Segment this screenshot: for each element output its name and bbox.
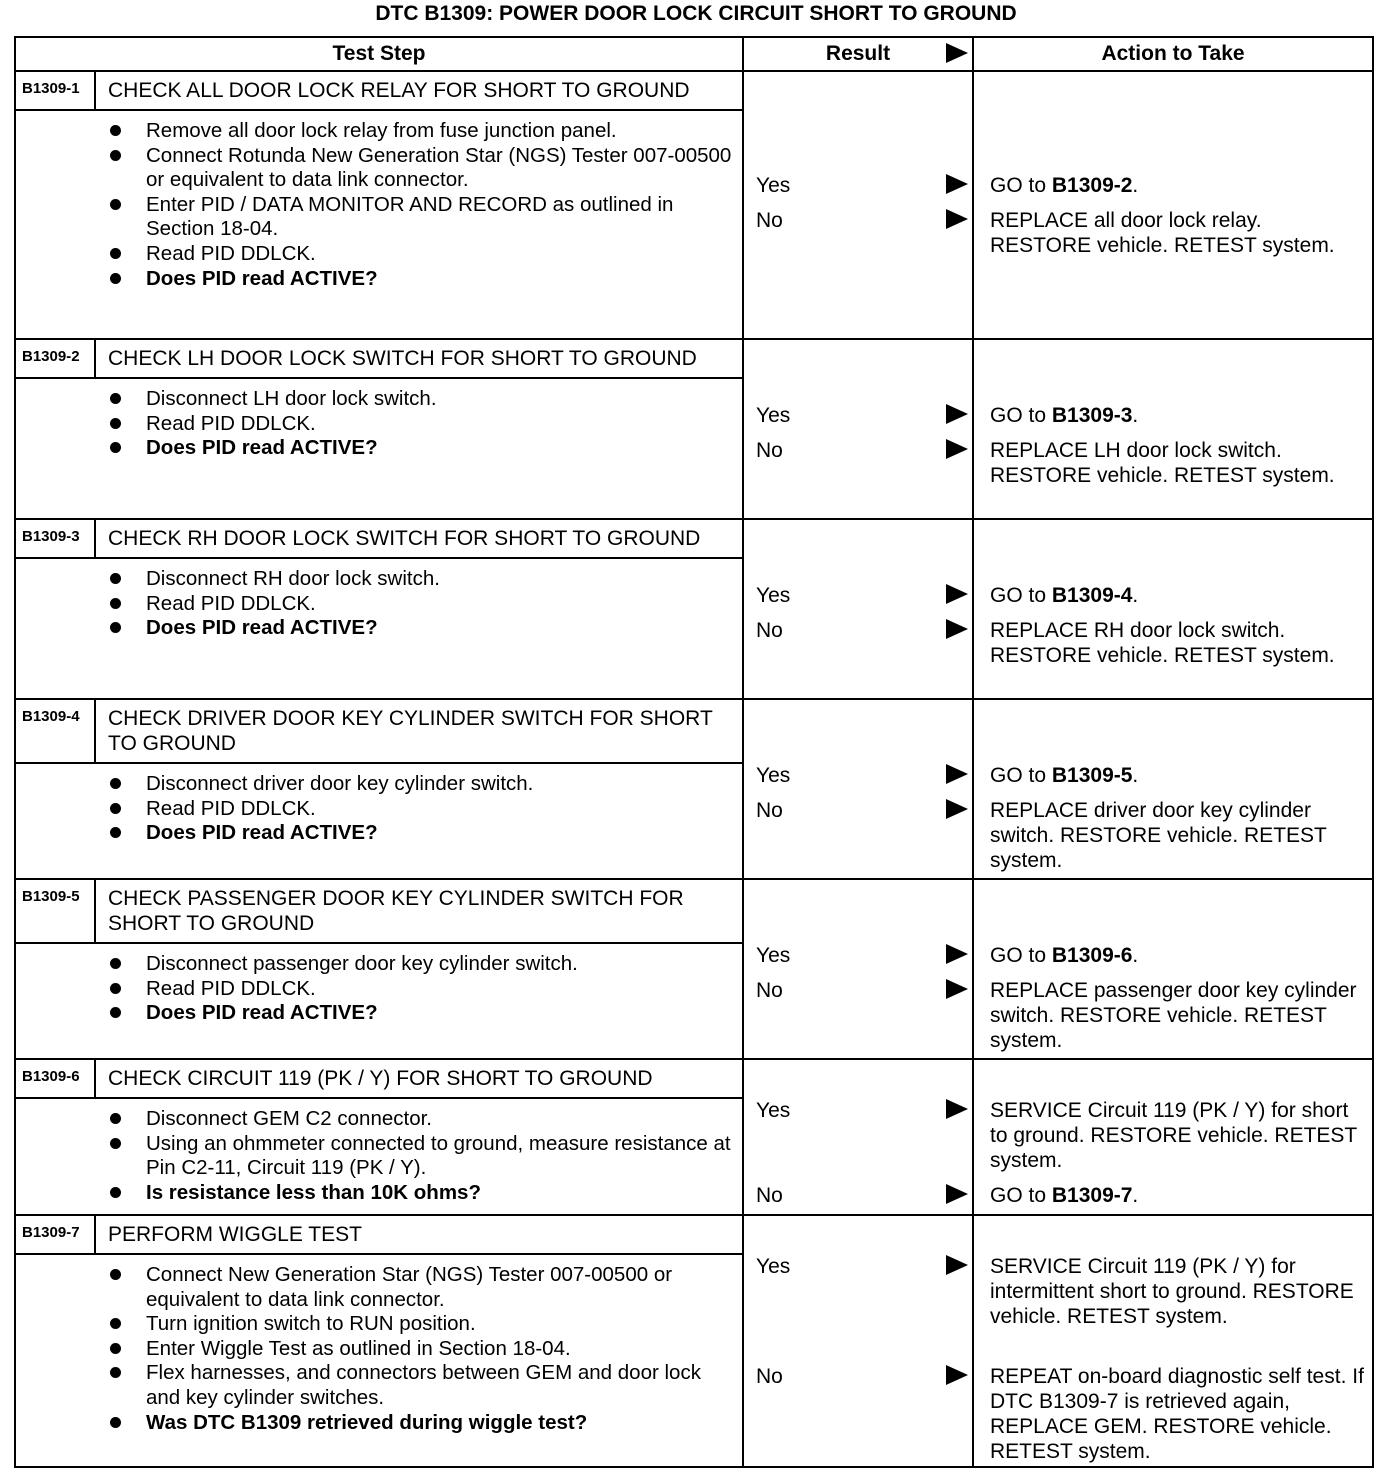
step-row [15,879,1373,1059]
action-cell [973,519,1373,699]
action-cell [973,699,1373,879]
instruction-text: Disconnect driver door key cylinder switch. [146,772,534,795]
action-text: . [1132,944,1139,967]
action-yes: SERVICE Circuit 119 (PK / Y) for short to ground. RESTORE vehicle. RETEST system. [990,1099,1357,1172]
instruction-text: Flex harnesses, and connectors between GEM and door lock and key cylinder switches. [146,1361,701,1409]
instruction-text: Connect Rotunda New Generation Star (NGS) Tester 007-00500 or equivalent to data link connector. [146,143,732,192]
step-id: B1309-7 [16,1216,96,1253]
action-cell [973,1215,1373,1467]
bullet-icon [110,125,121,136]
instruction-text: Disconnect GEM C2 connector. [146,1107,432,1130]
instruction-text: Read PID DDLCK. [146,411,316,435]
action-no: REPLACE LH door lock switch. RESTORE vehicle. RETEST system. [990,439,1335,487]
instruction-item [110,1132,736,1181]
action-text: GO to [990,584,1052,607]
bullet-icon [110,1367,121,1378]
step-row [15,339,1373,519]
action-yes [990,403,1366,428]
action-yes: SERVICE Circuit 119 (PK / Y) for intermittent short to ground. RESTORE vehicle. RETEST system. [990,1255,1354,1328]
step-reference: B1309-7 [1051,1184,1133,1207]
instruction-text: Enter Wiggle Test as outlined in Section 18-04. [146,1336,571,1360]
step-title: PERFORM WIGGLE TEST [108,1223,362,1246]
bullet-icon [110,1138,121,1149]
result-no [756,208,968,233]
instruction-text: Using an ohmmeter connected to ground, measure resistance at Pin C2-11, Circuit 119 (PK / Y). [146,1131,731,1180]
action-no: REPLACE all door lock relay. RESTORE vehicle. RETEST system. [990,209,1335,257]
bullet-icon [110,442,121,453]
instruction-text: Read PID DDLCK. [146,976,316,1000]
instruction-item [110,119,736,144]
instruction-text: Disconnect LH door lock switch. [146,387,437,410]
result-yes-label: Yes [756,944,791,967]
question-text: Was DTC B1309 retrieved during wiggle test? [146,1410,588,1434]
instruction-text: Disconnect RH door lock switch. [146,567,440,590]
bullet-icon [110,150,121,161]
step-header [16,520,742,559]
result-yes [756,763,968,788]
bullet-icon [110,1343,121,1354]
result-cell [743,699,973,879]
step-instructions [16,379,742,469]
instruction-text: Read PID DDLCK. [146,796,316,820]
right-triangle-icon [946,1365,968,1385]
test-step-cell [15,71,743,339]
instruction-item [110,592,736,617]
step-title: CHECK RH DOOR LOCK SWITCH FOR SHORT TO GROUND [108,527,701,550]
question-text: Does PID read ACTIVE? [146,266,378,290]
instruction-item [110,567,736,592]
right-triangle-icon [946,1184,968,1204]
question-item [110,1411,736,1436]
action-text: . [1132,584,1139,607]
step-reference: B1309-3 [1051,404,1133,427]
result-yes [756,943,968,968]
action-cell [973,879,1373,1059]
bullet-icon [110,273,121,284]
step-reference: B1309-4 [1051,584,1133,607]
instruction-text: Connect New Generation Star (NGS) Tester 007-00500 or equivalent to data link connector. [146,1263,673,1311]
bullet-icon [110,199,121,210]
instruction-item [110,193,736,242]
action-text: GO to [990,944,1052,967]
step-instructions [16,1255,742,1443]
right-triangle-icon [946,209,968,229]
bullet-icon [110,418,121,429]
result-yes [756,173,968,198]
instruction-item [110,1107,736,1132]
bullet-icon [110,778,121,789]
question-text: Does PID read ACTIVE? [146,436,378,460]
result-no-label: No [756,979,783,1002]
step-reference: B1309-5 [1051,764,1133,787]
step-row [15,699,1373,879]
result-cell [743,1059,973,1215]
question-item [110,1001,736,1026]
instruction-item [110,1337,736,1362]
action-text: . [1132,174,1139,197]
step-title: CHECK DRIVER DOOR KEY CYLINDER SWITCH FOR SHORT TO GROUND [108,707,713,755]
header-test-step: Test Step [15,37,743,71]
step-instructions [16,944,742,1034]
question-item [110,821,736,846]
question-text: Does PID read ACTIVE? [146,1001,378,1025]
result-no-label: No [756,209,783,232]
instruction-item [110,952,736,977]
result-cell [743,879,973,1059]
step-title: CHECK ALL DOOR LOCK RELAY FOR SHORT TO GROUND [108,79,690,102]
result-yes-label: Yes [756,404,791,427]
bullet-icon [110,622,121,633]
test-step-cell [15,519,743,699]
step-reference: B1309-6 [1051,944,1133,967]
instruction-item [110,1263,736,1312]
action-text: GO to [990,1184,1052,1207]
right-triangle-icon [946,944,968,964]
question-text: Is resistance less than 10K ohms? [146,1180,481,1204]
bullet-icon [110,1318,121,1329]
step-id: B1309-1 [16,72,96,109]
right-triangle-icon [946,799,968,819]
bullet-icon [110,1417,121,1428]
step-header [16,1060,742,1099]
result-no [756,618,968,643]
right-triangle-icon [946,1099,968,1119]
test-step-cell [15,1059,743,1215]
instruction-item [110,797,736,822]
question-item [110,1181,736,1206]
result-yes-label: Yes [756,764,791,787]
instruction-text: Disconnect passenger door key cylinder switch. [146,952,578,975]
result-cell [743,71,973,339]
result-no-label: No [756,1365,783,1388]
header-result-label: Result [825,42,891,65]
result-yes [756,1098,968,1123]
step-header [16,72,742,111]
step-header [16,340,742,379]
instruction-item [110,977,736,1002]
header-result [743,37,973,71]
instruction-item [110,387,736,412]
step-reference: B1309-2 [1051,174,1133,197]
question-item [110,267,736,292]
right-triangle-icon [946,404,968,424]
header-action: Action to Take [973,37,1373,71]
action-cell [973,339,1373,519]
right-triangle-icon [946,174,968,194]
right-triangle-icon [946,439,968,459]
action-text: . [1132,1184,1139,1207]
bullet-icon [110,1269,121,1280]
action-no: REPLACE passenger door key cylinder switch. RESTORE vehicle. RETEST system. [990,979,1357,1052]
result-cell [743,519,973,699]
step-header [16,1216,742,1255]
step-instructions [16,111,742,299]
test-step-cell [15,1215,743,1467]
result-no-label: No [756,619,783,642]
test-step-cell [15,699,743,879]
question-item [110,616,736,641]
instruction-text: Enter PID / DATA MONITOR AND RECORD as outlined in Section 18-04. [146,192,674,241]
action-no: REPEAT on-board diagnostic self test. If DTC B1309-7 is retrieved again, REPLACE GEM. RESTORE vehicle. RETEST system. [990,1365,1364,1463]
step-id: B1309-2 [16,340,96,377]
instruction-item [110,144,736,193]
result-yes [756,1254,968,1279]
question-text: Does PID read ACTIVE? [146,821,378,845]
action-yes [990,943,1366,968]
result-yes [756,583,968,608]
result-no [756,438,968,463]
right-triangle-icon [946,43,968,63]
step-instructions [16,764,742,854]
test-step-cell [15,339,743,519]
bullet-icon [110,803,121,814]
bullet-icon [110,573,121,584]
result-no [756,978,968,1003]
bullet-icon [110,827,121,838]
step-id: B1309-5 [16,880,96,942]
diagnostic-table [14,36,1374,1468]
step-instructions [16,1099,742,1213]
step-row [15,519,1373,699]
action-text: GO to [990,404,1052,427]
step-title: CHECK PASSENGER DOOR KEY CYLINDER SWITCH FOR SHORT TO GROUND [108,887,684,935]
bullet-icon [110,598,121,609]
step-row [15,71,1373,339]
instruction-item [110,1361,736,1410]
instruction-item [110,242,736,267]
step-id: B1309-4 [16,700,96,762]
right-triangle-icon [946,619,968,639]
question-text: Does PID read ACTIVE? [146,616,378,640]
action-cell [973,71,1373,339]
instruction-text: Remove all door lock relay from fuse junction panel. [146,119,617,142]
step-header [16,880,742,944]
action-text: . [1132,404,1139,427]
instruction-item [110,772,736,797]
page-title: DTC B1309: POWER DOOR LOCK CIRCUIT SHORT TO GROUND [375,2,1017,25]
bullet-icon [110,1113,121,1124]
bullet-icon [110,248,121,259]
action-text: GO to [990,764,1052,787]
question-item [110,436,736,461]
result-yes-label: Yes [756,174,791,197]
header-row [15,37,1373,71]
bullet-icon [110,1187,121,1198]
step-id: B1309-6 [16,1060,96,1097]
result-no-label: No [756,439,783,462]
bullet-icon [110,1007,121,1018]
action-text: GO to [990,174,1052,197]
test-step-cell [15,879,743,1059]
step-title: CHECK CIRCUIT 119 (PK / Y) FOR SHORT TO GROUND [108,1067,653,1090]
instruction-item [110,412,736,437]
action-yes [990,173,1366,198]
result-cell [743,339,973,519]
instruction-text: Read PID DDLCK. [146,241,316,265]
right-triangle-icon [946,584,968,604]
result-yes-label: Yes [756,584,791,607]
result-yes-label: Yes [756,1255,791,1278]
step-header [16,700,742,764]
result-no [756,798,968,823]
action-no: REPLACE driver door key cylinder switch. RESTORE vehicle. RETEST system. [990,799,1327,872]
result-no [756,1183,968,1208]
action-yes [990,583,1366,608]
step-id: B1309-3 [16,520,96,557]
bullet-icon [110,958,121,969]
step-row [15,1059,1373,1215]
result-yes-label: Yes [756,1099,791,1122]
right-triangle-icon [946,764,968,784]
right-triangle-icon [946,1255,968,1275]
bullet-icon [110,393,121,404]
result-no [756,1364,968,1389]
right-triangle-icon [946,979,968,999]
result-no-label: No [756,799,783,822]
step-row [15,1215,1373,1467]
instruction-text: Read PID DDLCK. [146,591,316,615]
action-cell [973,1059,1373,1215]
action-no: REPLACE RH door lock switch. RESTORE vehicle. RETEST system. [990,619,1335,667]
step-instructions [16,559,742,649]
step-title: CHECK LH DOOR LOCK SWITCH FOR SHORT TO GROUND [108,347,697,370]
result-cell [743,1215,973,1467]
bullet-icon [110,983,121,994]
result-no-label: No [756,1184,783,1207]
action-text: . [1132,764,1139,787]
action-no [990,1183,1366,1208]
action-yes [990,763,1366,788]
instruction-text: Turn ignition switch to RUN position. [146,1312,476,1336]
instruction-item [110,1312,736,1337]
result-yes [756,403,968,428]
